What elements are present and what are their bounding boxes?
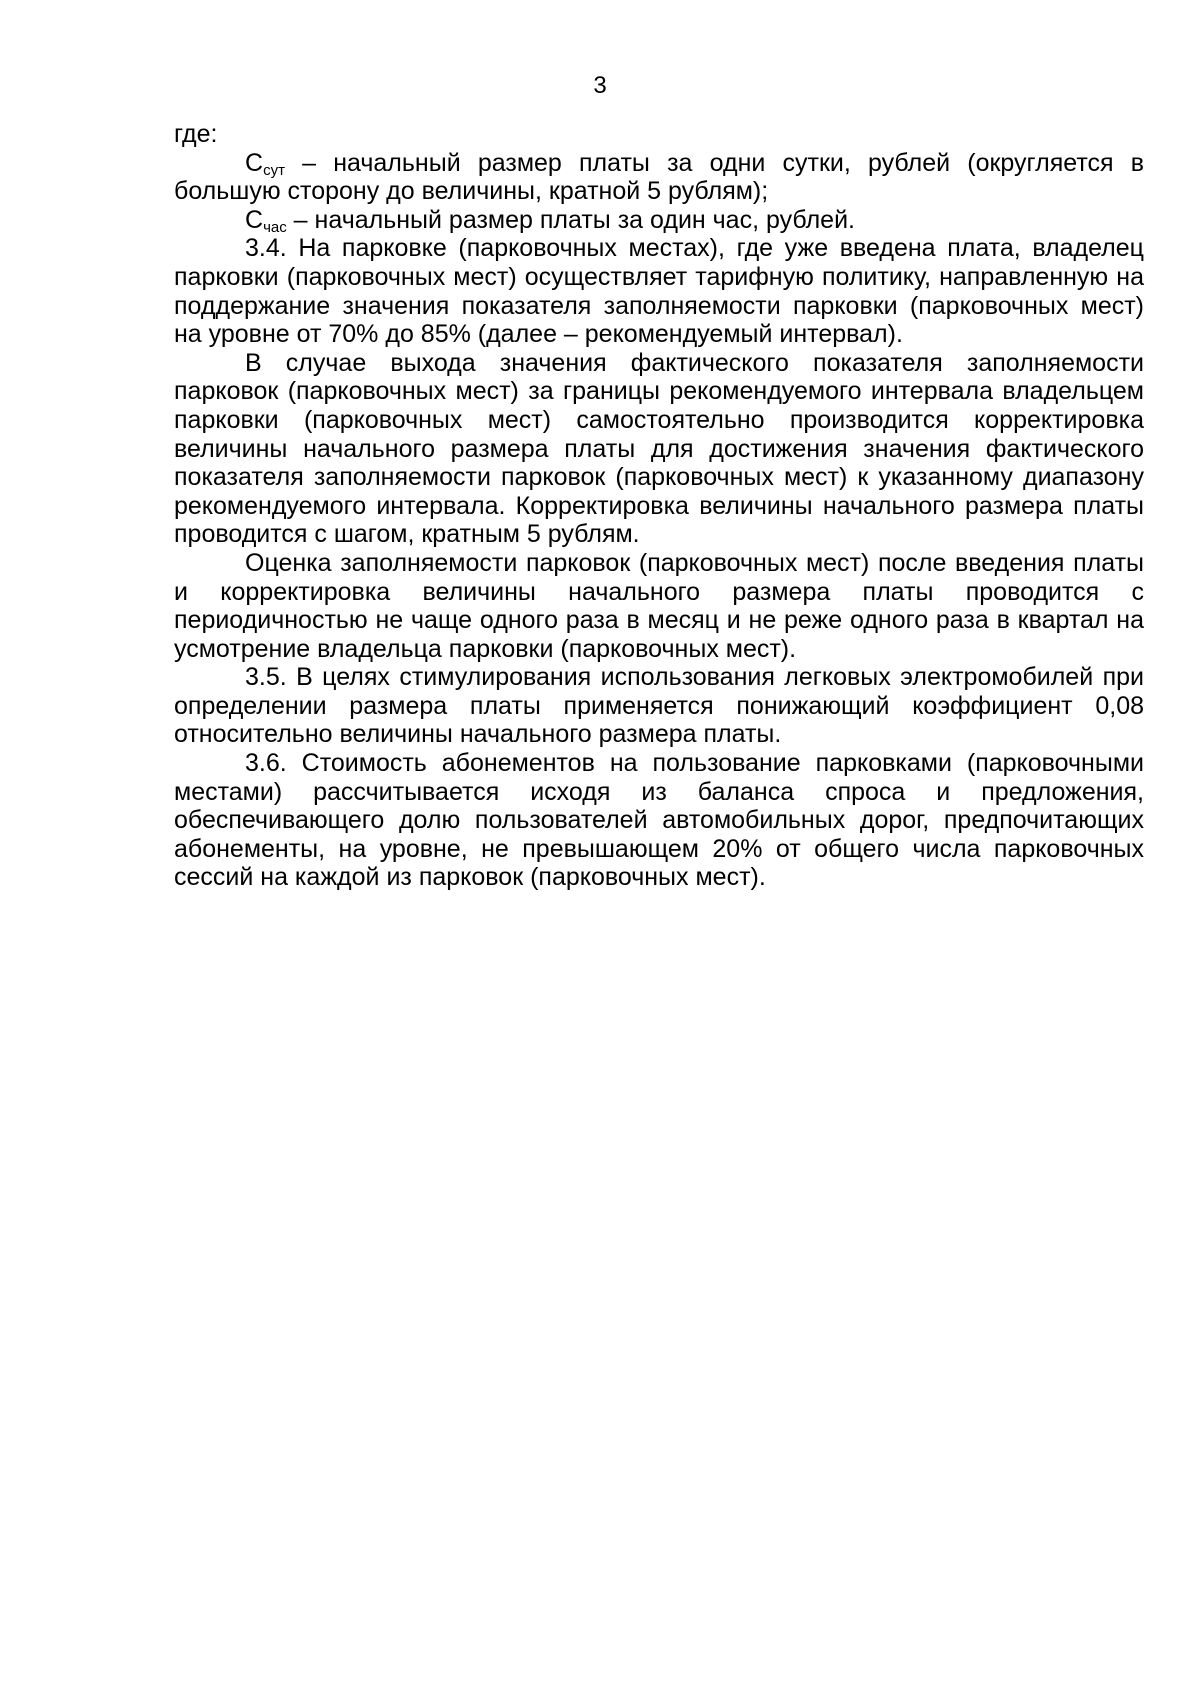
- definition-c-sut: [174, 149, 1144, 206]
- c-chas-subscript: час: [263, 218, 287, 236]
- paragraph-3-6: 3.6. Стоимость абонементов на пользование парковками (парковочными местами) рассчитывается исходя из баланса спроса и предложения, обеспечивающего долю пользователей автомобильных дорог, предпочитающих абонементы, на уровне, не превышающем 20% от общего числа парковочных сессий на каждой из парковок (парковочных мест).: [174, 749, 1144, 892]
- paragraph-3-4-assessment: Оценка заполняемости парковок (парковочных мест) после введения платы и корректировка величины начального размера платы проводится с периодичностью не чаще одного раза в месяц и не реже одного раза в квартал на усмотрение владельца парковки (парковочных мест).: [174, 548, 1144, 663]
- where-label: где:: [174, 120, 218, 148]
- c-sut-subscript: сут: [263, 161, 285, 179]
- page-number: 3: [593, 72, 607, 99]
- c-sut-text: – начальный размер платы за одни сутки, рублей (округляется в большую сторону до величины, кратной 5 рублям);: [174, 148, 1144, 206]
- document-body: [174, 120, 1144, 892]
- definition-c-chas: [174, 206, 1144, 235]
- c-sut-symbol: С: [245, 148, 264, 177]
- paragraph-3-4: 3.4. На парковке (парковочных местах), где уже введена плата, владелец парковки (парковочных мест) осуществляет тарифную политику, направленную на поддержание значения показателя заполняемости парковки (парковочных мест) на уровне от 70% до 85% (далее – рекомендуемый интервал).: [174, 234, 1144, 349]
- paragraph-3-5: 3.5. В целях стимулирования использования легковых электромобилей при определении размера платы применяется понижающий коэффициент 0,08 относительно величины начального размера платы.: [174, 663, 1144, 749]
- c-chas-text: – начальный размер платы за один час, рублей.: [286, 205, 855, 234]
- paragraph-3-4-correction: В случае выхода значения фактического показателя заполняемости парковок (парковочных мест) за границы рекомендуемого интервала владельцем парковки (парковочных мест) самостоятельно производится корректировка величины начального размера платы для достижения значения фактического показателя заполняемости парковок (парковочных мест) к указанному диапазону рекомендуемого интервала. Корректировка величины начального размера платы проводится с шагом, кратным 5 рублям.: [174, 348, 1144, 549]
- c-chas-symbol: С: [245, 205, 264, 234]
